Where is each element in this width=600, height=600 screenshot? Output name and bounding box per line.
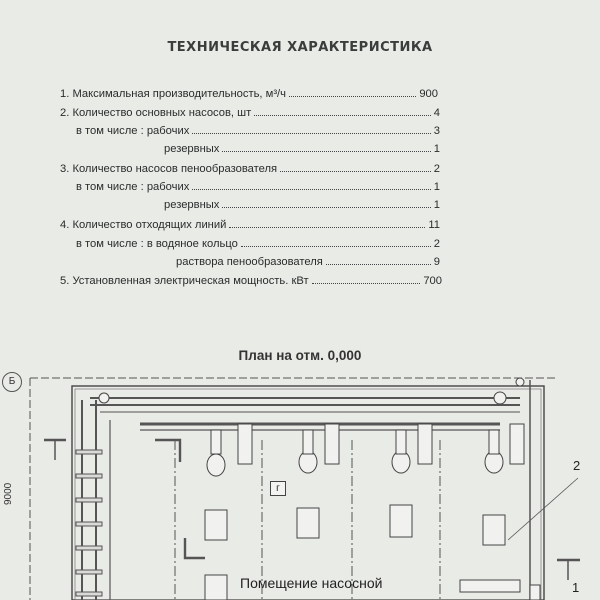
axis-marker-b: Б — [2, 372, 22, 392]
plan-title: План на отм. 0,000 — [238, 348, 362, 363]
spec-row: в том числе : рабочих 3 — [76, 125, 440, 137]
dimension-label: 9000 — [3, 482, 14, 505]
callout-2: 2 — [573, 458, 581, 473]
floor-plan-drawing — [0, 366, 600, 600]
spec-row: 5. Установленная электрическая мощность. кВт 700 — [60, 275, 442, 287]
room-label: Помещение насосной — [240, 575, 383, 591]
callout-1: 1 — [572, 580, 580, 595]
marker-g: г — [270, 481, 286, 496]
spec-row: в том числе : рабочих 1 — [76, 181, 440, 193]
spec-row: в том числе : в водяное кольцо 2 — [76, 238, 440, 250]
spec-row: 1. Максимальная производительность, м³/ч 900 — [60, 88, 438, 100]
spec-row: раствора пенообразователя 9 — [176, 256, 440, 268]
page-title: ТЕХНИЧЕСКАЯ ХАРАКТЕРИСТИКА — [167, 40, 433, 55]
spec-row: резервных 1 — [164, 143, 440, 155]
spec-row: резервных 1 — [164, 199, 440, 211]
spec-row: 2. Количество основных насосов, шт 4 — [60, 107, 440, 119]
spec-row: 4. Количество отходящих линий 11 — [60, 219, 440, 231]
spec-row: 3. Количество насосов пенообразователя 2 — [60, 163, 440, 175]
